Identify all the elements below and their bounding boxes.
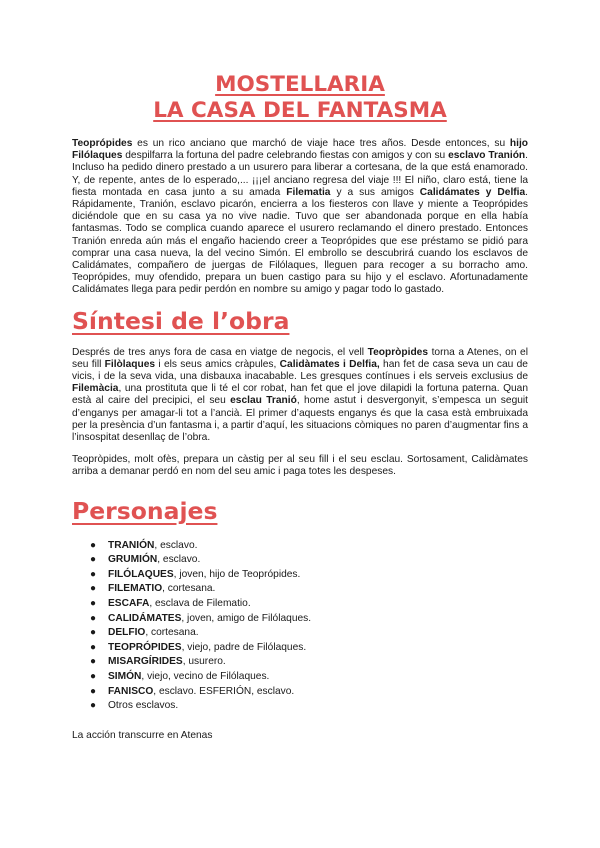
bold-text: Calidámates y Delfia	[419, 186, 526, 198]
bold-text: Filematia	[286, 186, 331, 198]
character-name: DELFIO	[108, 627, 146, 639]
character-description: , joven, hijo de Teoprópides.	[173, 568, 301, 580]
character-name: MISARGÍRIDES	[108, 656, 183, 668]
bullet-icon: ●	[90, 641, 97, 653]
title-line-1: MOSTELLARIA	[215, 72, 385, 97]
bullet-icon: ●	[90, 598, 97, 610]
character-description: , esclava de Filematio.	[149, 598, 251, 610]
character-name: ESCAFA	[108, 598, 150, 610]
bold-text: Teopròpides	[367, 346, 428, 358]
character-item	[90, 553, 528, 568]
character-item	[90, 641, 528, 656]
character-item	[90, 655, 528, 670]
synthesis-heading: Síntesi de l’obra	[72, 306, 290, 335]
character-description: , cortesana.	[145, 627, 199, 639]
bold-text: esclavo Tranión	[448, 150, 526, 162]
character-item	[90, 612, 528, 627]
bold-text: Filòlaques	[104, 358, 156, 370]
character-item	[90, 539, 528, 554]
bullet-icon: ●	[90, 627, 97, 639]
character-item	[90, 670, 528, 685]
character-item	[90, 597, 528, 612]
character-item	[90, 685, 528, 700]
setting-note: La acción transcurre en Atenas	[72, 729, 213, 741]
character-item	[90, 582, 528, 597]
characters-heading: Personajes	[72, 496, 218, 525]
bold-text: esclau Tranió	[230, 395, 297, 407]
character-name: FILÓLAQUES	[108, 568, 174, 580]
character-name: FILEMATIO	[108, 583, 163, 595]
intro-paragraph: Teoprópides es un rico anciano que marchó de viaje hace tres años. Desde entonces, su hijo Filólaques despilfarra la fortuna del padre celebrando fiestas con amigos y con su esclavo Tranión. Incluso ha pedido dinero prestado a un usurero para liberar a cortesana, de la que está enamorado. Y, de repente, antes de lo esperado,... ¡¡¡el anciano regresa del viaje !!! El niño, claro está, tiene la fiesta montada en casa junto a su amada Filematia y a sus amigos Calidámates y Delfia. Rápidamente, Tranión, esclavo picarón, encierra a los fiesteros con llave y miente a Teoprópides diciéndole que en su casa ya no vive nadie. Tuvo que ser abandonada porque en ella había fantasmas. Todo se complica cuando aparece el usurero reclamando el dinero prestado. Entonces Tranión enreda aún más el engaño haciendo creer a Teoprópides que ese préstamo se pidió para comprar una casa nueva, la del vecino Simón. El embrollo se descubrirá cuando los esclavos de Calidámates, compañero de juergas de Filólaques, lleguen para recoger a su borracho amo. Teoprópides, muy ofendido, prepara un buen castigo para su hijo y el esclavo. Afortunadamente Calidámates llega para pedir perdón en nombre su amigo y pagar todo lo gastado.	[72, 138, 529, 296]
character-name: FANISCO	[108, 685, 154, 697]
synthesis-paragraph-1: Després de tres anys fora de casa en viatge de negocis, el vell Teopròpides torna a Atenes, on el seu fill Filòlaques i els seus amics cràpules, Calidàmates i Delfia, han fet de casa seva un cau de vicis, i de la seva vida, una disbauxa inacabable. Les gresques contínues i els serveis exclusius de Filemàcia, una prostituta que li té el cor robat, han fet que el jove dilapidi la fortuna paterna. Quan està al caire del precipici, el seu esclau Tranió, home astut i desvergonyit, s’empesca un seguit d’enganys per amagar-li tot a l’ancià. El primer d’aquests enganys és que la casa està embruixada per la presència d’un fantasma i, a partir d’aquí, les situacions còmiques no paren d’augmentar fins a l’insospitat desenllaç de l’obra.	[72, 346, 528, 444]
character-item	[90, 626, 528, 641]
bold-text: hijo Filólaques	[72, 138, 528, 162]
character-description: , cortesana.	[162, 583, 216, 595]
character-description: , esclavo. ESFERIÓN, esclavo.	[153, 685, 295, 697]
bullet-icon: ●	[90, 700, 97, 712]
bullet-icon: ●	[90, 539, 97, 551]
character-description: , esclavo.	[154, 539, 198, 551]
character-item	[90, 568, 528, 583]
character-name: SIMÓN	[108, 671, 142, 683]
bullet-icon: ●	[90, 568, 97, 580]
document-title	[72, 72, 528, 124]
title-line-2: LA CASA DEL FANTASMA	[153, 98, 447, 123]
bullet-icon: ●	[90, 583, 97, 595]
character-name: TEOPRÓPIDES	[108, 641, 182, 653]
character-description: , usurero.	[182, 656, 226, 668]
synthesis-paragraph-2: Teopròpides, molt ofès, prepara un càstig per al seu fill i el seu esclau. Sortosament, Calidàmates arriba a demanar perdó en nom del seu amic i paga totes les despeses.	[72, 454, 528, 478]
bold-text: Filemàcia	[72, 383, 119, 395]
characters-list	[72, 539, 528, 714]
character-name: TRANIÓN	[108, 539, 155, 551]
bullet-icon: ●	[90, 671, 97, 683]
character-description: , joven, amigo de Filólaques.	[181, 612, 312, 624]
character-name: CALIDÁMATES	[108, 612, 182, 624]
character-name: GRUMIÓN	[108, 554, 158, 566]
bullet-icon: ●	[90, 554, 97, 566]
bullet-icon: ●	[90, 685, 97, 697]
character-description: , viejo, padre de Filólaques.	[181, 641, 307, 653]
bold-text: Teoprópides	[72, 138, 133, 149]
character-description: , viejo, vecino de Filólaques.	[141, 671, 270, 683]
character-description: , esclavo.	[157, 554, 201, 566]
bullet-icon: ●	[90, 612, 97, 624]
bold-text: Calidàmates i Delfia,	[279, 358, 380, 370]
character-item	[90, 699, 528, 714]
document-page	[72, 72, 528, 752]
bullet-icon: ●	[90, 656, 97, 668]
character-description: Otros esclavos.	[108, 700, 179, 712]
